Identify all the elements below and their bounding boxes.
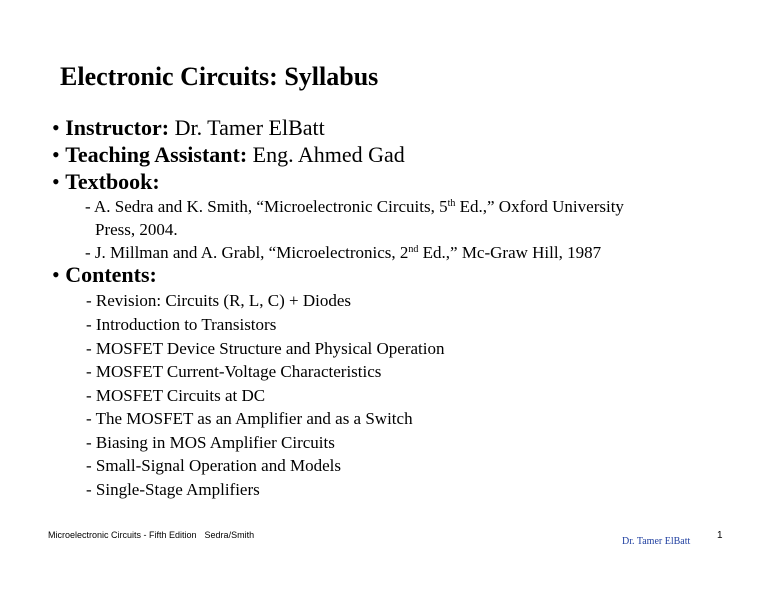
contents-line <box>52 262 157 288</box>
textbook-line <box>52 169 160 195</box>
footer-book-title: Microelectronic Circuits - Fifth Edition <box>48 530 197 540</box>
contents-item: - MOSFET Device Structure and Physical Operation <box>86 339 445 358</box>
textbook-1-text: - A. Sedra and K. Smith, “Microelectronic Circuits, 5 <box>85 197 448 216</box>
slide-title: Electronic Circuits: Syllabus <box>60 62 379 91</box>
textbook-2-text-end: Ed.,” Mc-Graw Hill, 1987 <box>418 243 602 262</box>
textbook-1-text-end: Ed.,” Oxford University <box>455 197 624 216</box>
instructor-line <box>52 115 325 141</box>
ta-label: Teaching Assistant: <box>65 142 248 167</box>
textbook-1-sup: th <box>447 198 456 209</box>
contents-label: Contents: <box>65 262 157 287</box>
textbook-1-line-2: Press, 2004. <box>95 220 178 239</box>
contents-item: - Single-Stage Amplifiers <box>86 480 260 499</box>
bullet-marker: • <box>52 169 60 194</box>
ta-line <box>52 142 405 168</box>
instructor-value: Dr. Tamer ElBatt <box>169 115 325 140</box>
page-number: 1 <box>717 530 723 541</box>
textbook-2-sup: nd <box>408 244 419 255</box>
contents-item: - Introduction to Transistors <box>86 315 277 334</box>
footer-author: Dr. Tamer ElBatt <box>622 536 691 547</box>
instructor-label: Instructor: <box>65 115 170 140</box>
textbook-label: Textbook: <box>65 169 160 194</box>
contents-item: - Small-Signal Operation and Models <box>86 456 341 475</box>
ta-value: Eng. Ahmed Gad <box>247 142 405 167</box>
contents-item: - Biasing in MOS Amplifier Circuits <box>86 433 335 452</box>
textbook-2-line <box>85 243 601 263</box>
textbook-1-line-1 <box>85 197 624 217</box>
contents-item: - Revision: Circuits (R, L, C) + Diodes <box>86 291 352 310</box>
bullet-marker: • <box>52 142 60 167</box>
textbook-2-text: - J. Millman and A. Grabl, “Microelectronics, 2 <box>85 243 409 262</box>
contents-item: - MOSFET Circuits at DC <box>86 386 266 405</box>
footer-book-reference <box>48 530 254 540</box>
bullet-marker: • <box>52 115 60 140</box>
footer-book-authors: Sedra/Smith <box>204 530 255 540</box>
contents-item: - MOSFET Current-Voltage Characteristics <box>86 362 382 381</box>
contents-item: - The MOSFET as an Amplifier and as a Switch <box>86 409 413 428</box>
bullet-marker: • <box>52 262 60 287</box>
